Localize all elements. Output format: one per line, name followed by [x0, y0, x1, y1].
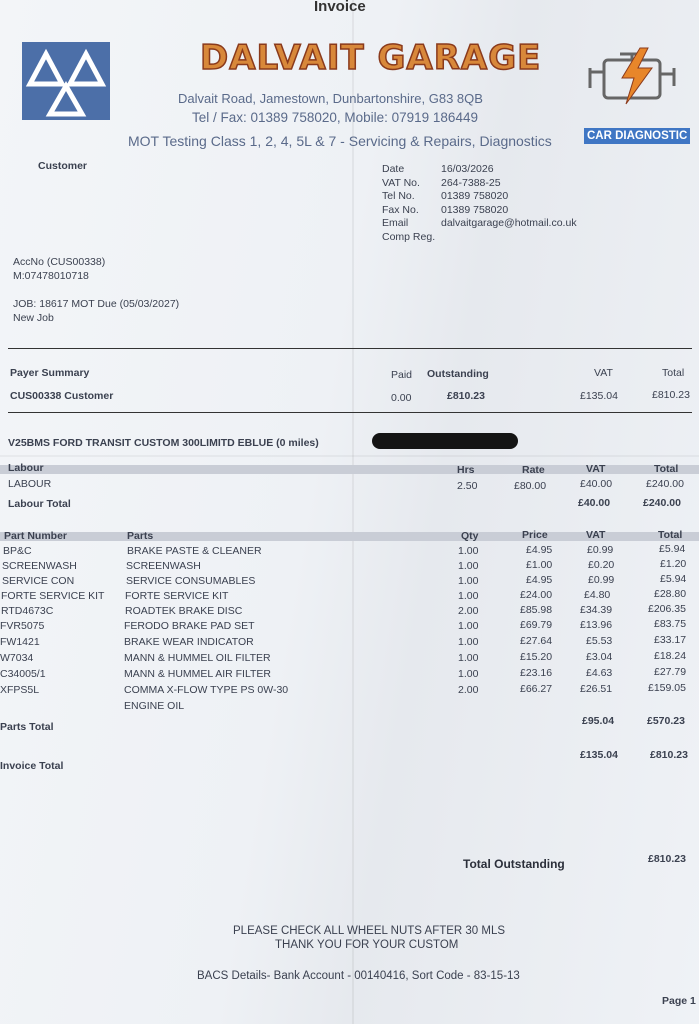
job-type: New Job [13, 312, 54, 324]
part-price: £69.79 [520, 619, 553, 631]
parts-total-vat: £95.04 [582, 715, 615, 727]
part-price: £24.00 [520, 589, 553, 601]
part-vat: £4.80 [584, 589, 611, 601]
labour-heading: Labour [8, 462, 44, 474]
payer-total: £810.23 [652, 389, 690, 401]
info-label: Tel No. [382, 190, 415, 202]
divider [8, 412, 692, 413]
part-total: £5.94 [659, 543, 686, 555]
part-description: ROADTEK BRAKE DISC [125, 605, 243, 617]
part-description: SCREENWASH [126, 560, 201, 572]
part-number: FVR5075 [0, 620, 45, 632]
part-price: £4.95 [526, 544, 553, 556]
part-description: FORTE SERVICE KIT [125, 590, 229, 602]
part-qty: 1.00 [458, 636, 479, 648]
col-parts: Parts [127, 530, 154, 542]
engine-lightning-icon [586, 46, 678, 106]
part-price: £4.95 [526, 574, 553, 586]
part-vat: £26.51 [580, 683, 613, 695]
col-outstanding: Outstanding [427, 368, 489, 380]
part-vat: £5.53 [586, 635, 613, 647]
col-total: Total [654, 463, 679, 475]
parts-total-label: Parts Total [0, 721, 54, 733]
paper-fold [352, 0, 354, 1024]
car-diagnostic-badge: CAR DIAGNOSTIC [584, 128, 690, 144]
labour-hrs: 2.50 [457, 480, 478, 492]
part-number: FW1421 [0, 636, 40, 648]
part-total: £159.05 [648, 682, 686, 694]
customer-mobile: M:07478010718 [13, 270, 89, 282]
part-description: MANN & HUMMEL OIL FILTER [124, 652, 271, 664]
part-number: C34005/1 [0, 668, 46, 680]
invoice-date: 16/03/2026 [441, 163, 494, 175]
labour-vat: £40.00 [580, 478, 613, 490]
part-qty: 2.00 [458, 605, 479, 617]
invoice-total-label: Invoice Total [0, 760, 64, 772]
account-number: AccNo (CUS00338) [13, 256, 106, 268]
part-vat: £3.04 [586, 651, 613, 663]
part-vat: £13.96 [580, 619, 613, 631]
info-label: Fax No. [382, 204, 419, 216]
email-address: dalvaitgarage@hotmail.co.uk [441, 217, 577, 229]
part-vat: £4.63 [586, 667, 613, 679]
part-number: SCREENWASH [2, 560, 77, 572]
col-total: Total [662, 367, 685, 379]
footer-thanks: THANK YOU FOR YOUR CUSTOM [275, 939, 459, 951]
col-hrs: Hrs [457, 464, 475, 476]
part-number: FORTE SERVICE KIT [1, 590, 105, 602]
mot-triangles-logo [22, 42, 110, 120]
part-description-continued: ENGINE OIL [124, 700, 185, 712]
part-total: £33.17 [654, 634, 687, 646]
bank-details: BACS Details- Bank Account - 00140416, Sort Code - 83-15-13 [197, 970, 520, 982]
part-description: BRAKE PASTE & CLEANER [127, 545, 262, 557]
info-label: VAT No. [382, 177, 420, 189]
part-number: RTD4673C [1, 605, 54, 617]
part-qty: 1.00 [458, 545, 479, 557]
part-description: BRAKE WEAR INDICATOR [124, 636, 254, 648]
info-label: Date [382, 163, 405, 175]
part-qty: 2.00 [458, 684, 479, 696]
part-description: FERODO BRAKE PAD SET [124, 620, 255, 632]
part-total: £27.79 [654, 666, 687, 678]
customer-heading: Customer [38, 160, 88, 172]
col-paid: Paid [391, 369, 413, 381]
part-description: SERVICE CONSUMABLES [126, 575, 256, 587]
labour-total: £240.00 [646, 478, 684, 490]
col-total: Total [658, 529, 683, 541]
col-rate: Rate [522, 464, 545, 476]
part-number: BP&C [3, 545, 32, 557]
fax-number: 01389 758020 [441, 204, 509, 216]
part-total: £206.35 [648, 603, 686, 615]
part-qty: 1.00 [458, 590, 479, 602]
part-number: W7034 [0, 652, 34, 664]
redaction-bar [372, 433, 518, 449]
garage-name: DALVAIT GARAGE [200, 38, 542, 78]
payer-vat: £135.04 [580, 390, 618, 402]
part-vat: £0.99 [587, 544, 614, 556]
info-label: Email [382, 217, 409, 229]
part-total: £28.80 [654, 588, 687, 600]
paper-fold [0, 455, 699, 457]
col-part-number: Part Number [4, 530, 68, 542]
invoice-title: Invoice [314, 0, 366, 15]
part-number: XFPS5L [0, 684, 40, 696]
labour-rate: £80.00 [514, 480, 547, 492]
vehicle-line: V25BMS FORD TRANSIT CUSTOM 300LIMITD EBLUE (0 miles) [8, 437, 319, 449]
col-vat: VAT [586, 463, 606, 475]
part-qty: 1.00 [458, 560, 479, 572]
part-price: £85.98 [520, 604, 553, 616]
total-outstanding-label: Total Outstanding [463, 857, 565, 871]
payer-paid: 0.00 [391, 392, 412, 404]
labour-item: LABOUR [8, 478, 52, 490]
part-qty: 1.00 [458, 668, 479, 680]
garage-address: Dalvait Road, Jamestown, Dunbartonshire, G83 8QB [178, 91, 483, 106]
part-price: £23.16 [520, 667, 553, 679]
part-price: £1.00 [526, 559, 553, 571]
part-vat: £0.20 [588, 559, 615, 571]
footer-note: PLEASE CHECK ALL WHEEL NUTS AFTER 30 MLS [233, 925, 506, 937]
payer-summary-heading: Payer Summary [10, 367, 90, 379]
part-total: £5.94 [660, 573, 687, 585]
col-vat: VAT [586, 529, 606, 541]
part-description: MANN & HUMMEL AIR FILTER [124, 668, 272, 680]
part-price: £27.64 [520, 635, 553, 647]
garage-phones: Tel / Fax: 01389 758020, Mobile: 07919 186449 [192, 110, 478, 125]
part-qty: 1.00 [458, 652, 479, 664]
parts-total-sum: £570.23 [647, 715, 685, 727]
part-qty: 1.00 [458, 620, 479, 632]
part-qty: 1.00 [458, 575, 479, 587]
vat-number: 264-7388-25 [441, 177, 501, 189]
part-description: COMMA X-FLOW TYPE PS 0W-30 [124, 684, 289, 696]
total-outstanding-value: £810.23 [648, 853, 686, 865]
part-vat: £34.39 [580, 604, 613, 616]
col-qty: Qty [461, 530, 479, 542]
labour-total-sum: £240.00 [643, 497, 681, 509]
garage-services: MOT Testing Class 1, 2, 4, 5L & 7 - Servicing & Repairs, Diagnostics [128, 133, 552, 149]
part-total: £18.24 [654, 650, 687, 662]
col-price: Price [522, 529, 548, 541]
invoice-total-sum: £810.23 [650, 749, 688, 761]
payer-outstanding: £810.23 [447, 390, 485, 402]
invoice-total-vat: £135.04 [580, 749, 618, 761]
part-total: £1.20 [660, 558, 687, 570]
payer-account: CUS00338 Customer [10, 390, 114, 402]
part-price: £66.27 [520, 683, 553, 695]
page-number: Page 1 [662, 995, 696, 1007]
part-number: SERVICE CON [2, 575, 75, 587]
divider [8, 348, 692, 349]
tel-number: 01389 758020 [441, 190, 509, 202]
labour-total-vat: £40.00 [578, 497, 611, 509]
info-label: Comp Reg. [382, 231, 436, 243]
col-vat: VAT [594, 367, 613, 379]
job-line: JOB: 18617 MOT Due (05/03/2027) [13, 298, 180, 310]
part-vat: £0.99 [588, 574, 615, 586]
labour-total-label: Labour Total [8, 498, 71, 510]
part-total: £83.75 [654, 618, 687, 630]
part-price: £15.20 [520, 651, 553, 663]
